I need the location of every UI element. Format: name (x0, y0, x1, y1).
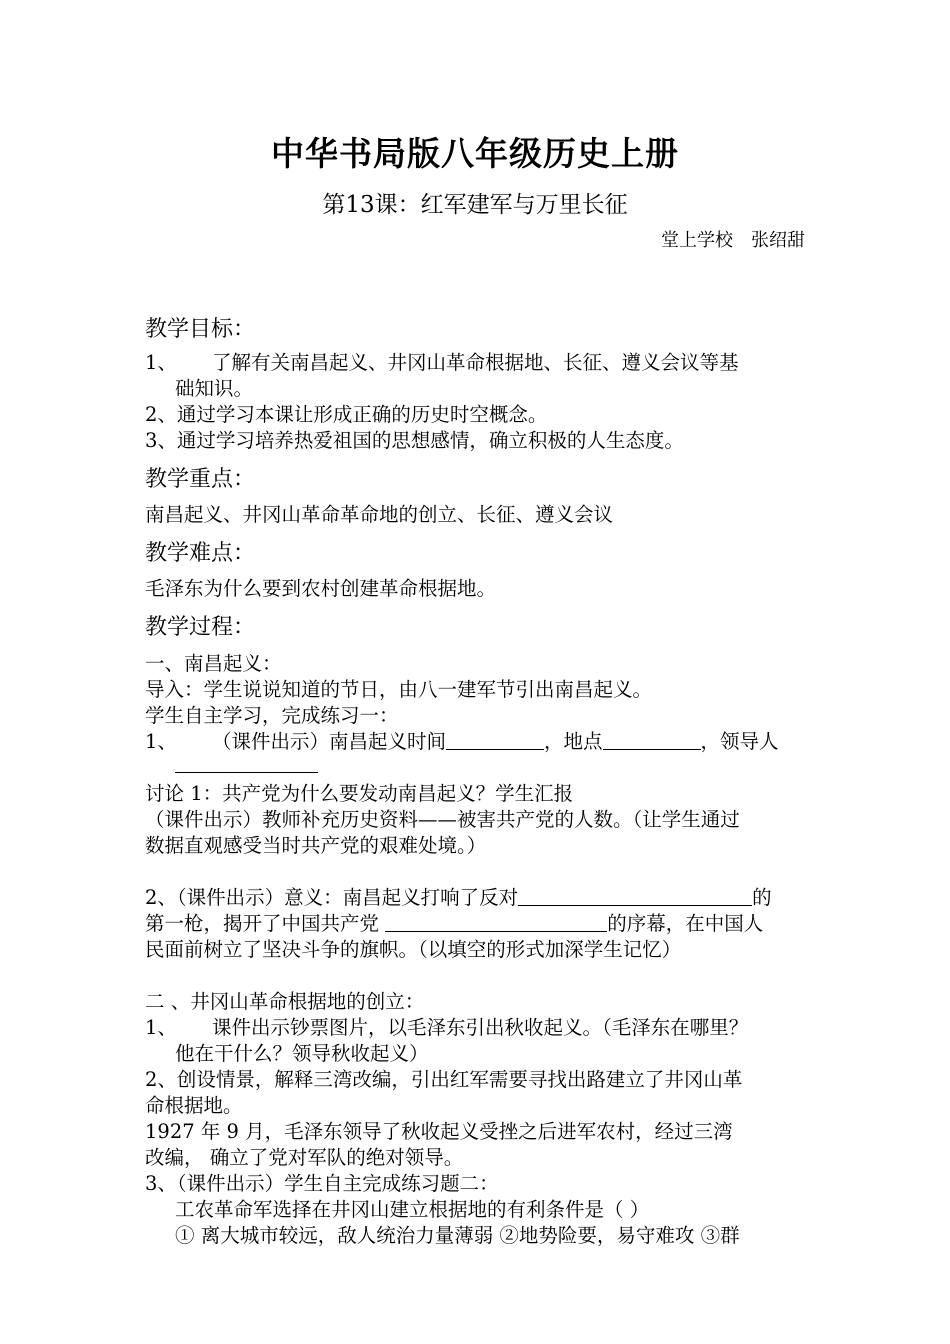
objective-line-1 (145, 350, 739, 376)
part1-title: 一、南昌起义： (145, 652, 282, 675)
process-heading: 教学过程： (145, 615, 256, 640)
keypoints-text: 南昌起义、井冈山革命革命地的创立、长征、遵义会议 (145, 503, 614, 526)
difficulties-heading: 教学难点： (145, 541, 256, 566)
exercise-text-leader: ，领导人 (700, 730, 779, 753)
part2-number: 1、 (145, 1016, 177, 1039)
blank-oppose[interactable] (518, 885, 752, 906)
blank-prelude[interactable] (385, 911, 607, 932)
difficulties-text: 毛泽东为什么要到农村创建革命根据地。 (145, 577, 497, 600)
part1-meaning-line-3: 民面前树立了坚决斗争的旗帜。（以填空的形式加深学生记忆） (145, 938, 682, 961)
objective-line-3: 3、通过学习培养热爱祖国的思想感情，确立积极的人生态度。 (145, 429, 684, 452)
blank-leader-line (175, 752, 318, 778)
exercise-question: 工农革命军选择在井冈山建立根据地的有利条件是（ ） (175, 1198, 650, 1221)
meaning-text-d: 的序幕，在中国人 (607, 912, 764, 935)
meaning-text-c: 第一枪，揭开了中国共产党 (145, 912, 386, 935)
part1-meaning-line-1 (145, 885, 772, 911)
part1-self-study: 学生自主学习，完成练习一： (145, 704, 399, 727)
part1-meaning-line-2 (145, 911, 763, 937)
part1-discussion: 讨论 1：共产党为什么要发动南昌起义？学生汇报 (145, 782, 574, 805)
exercise-text-time: （课件出示）南昌起义时间 (212, 730, 447, 753)
part2-title: 二 、井冈山革命根据地的创立： (145, 990, 425, 1013)
blank-time[interactable] (446, 729, 544, 750)
objective-number: 1、 (145, 351, 177, 374)
blank-leader[interactable] (175, 752, 318, 773)
exercise-text-place: ，地点 (544, 730, 603, 753)
meaning-text-a: 2、（课件出示）意义：南昌起义打响了反对 (145, 886, 519, 909)
exercise-number: 1、 (145, 730, 177, 753)
part1-intro: 导入：学生说说知道的节日，由八一建军节引出南昌起义。 (145, 678, 653, 701)
objectives-heading: 教学目标： (145, 317, 256, 342)
part2-item-3: 3、（课件出示）学生自主完成练习题二： (145, 1172, 499, 1195)
meaning-text-b: 的 (752, 886, 772, 909)
part1-data-line-1: （课件出示）教师补充历史资料——被害共产党的人数。（让学生通过 (145, 808, 740, 831)
part2-history-line-1: 1927 年 9 月，毛泽东领导了秋收起义受挫之后进军农村，经过三湾 (145, 1120, 733, 1143)
author-line: 堂上学校 张绍甜 (661, 230, 805, 251)
part2-item-1 (145, 1015, 748, 1041)
part2-history-line-2: 改编， 确立了党对军队的绝对领导。 (145, 1146, 464, 1169)
part1-data-line-2: 数据直观感受当时共产党的艰难处境。） (145, 834, 487, 857)
part2-item-1-text: 课件出示钞票图片，以毛泽东引出秋收起义。（毛泽东在哪里？ (212, 1016, 749, 1039)
blank-place[interactable] (603, 729, 701, 750)
objective-line-1b: 础知识。 (175, 377, 254, 400)
lesson-subtitle: 第13课：红军建军与万里长征 (322, 192, 628, 218)
part2-item-2: 2、创设情景，解释三湾改编，引出红军需要寻找出路建立了井冈山革 (145, 1068, 743, 1091)
document-title: 中华书局版八年级历史上册 (271, 134, 679, 173)
keypoints-heading: 教学重点： (145, 467, 256, 492)
part2-item-1b: 他在干什么？领导秋收起义） (175, 1042, 429, 1065)
objective-text: 了解有关南昌起义、井冈山革命根据地、长征、遵义会议等基 (212, 351, 739, 374)
objective-line-2: 2、通过学习本课让形成正确的历史时空概念。 (145, 403, 548, 426)
exercise-options: ① 离大城市较远，敌人统治力量薄弱 ②地势险要，易守难攻 ③群 (175, 1224, 740, 1247)
part2-item-2b: 命根据地。 (145, 1094, 243, 1117)
